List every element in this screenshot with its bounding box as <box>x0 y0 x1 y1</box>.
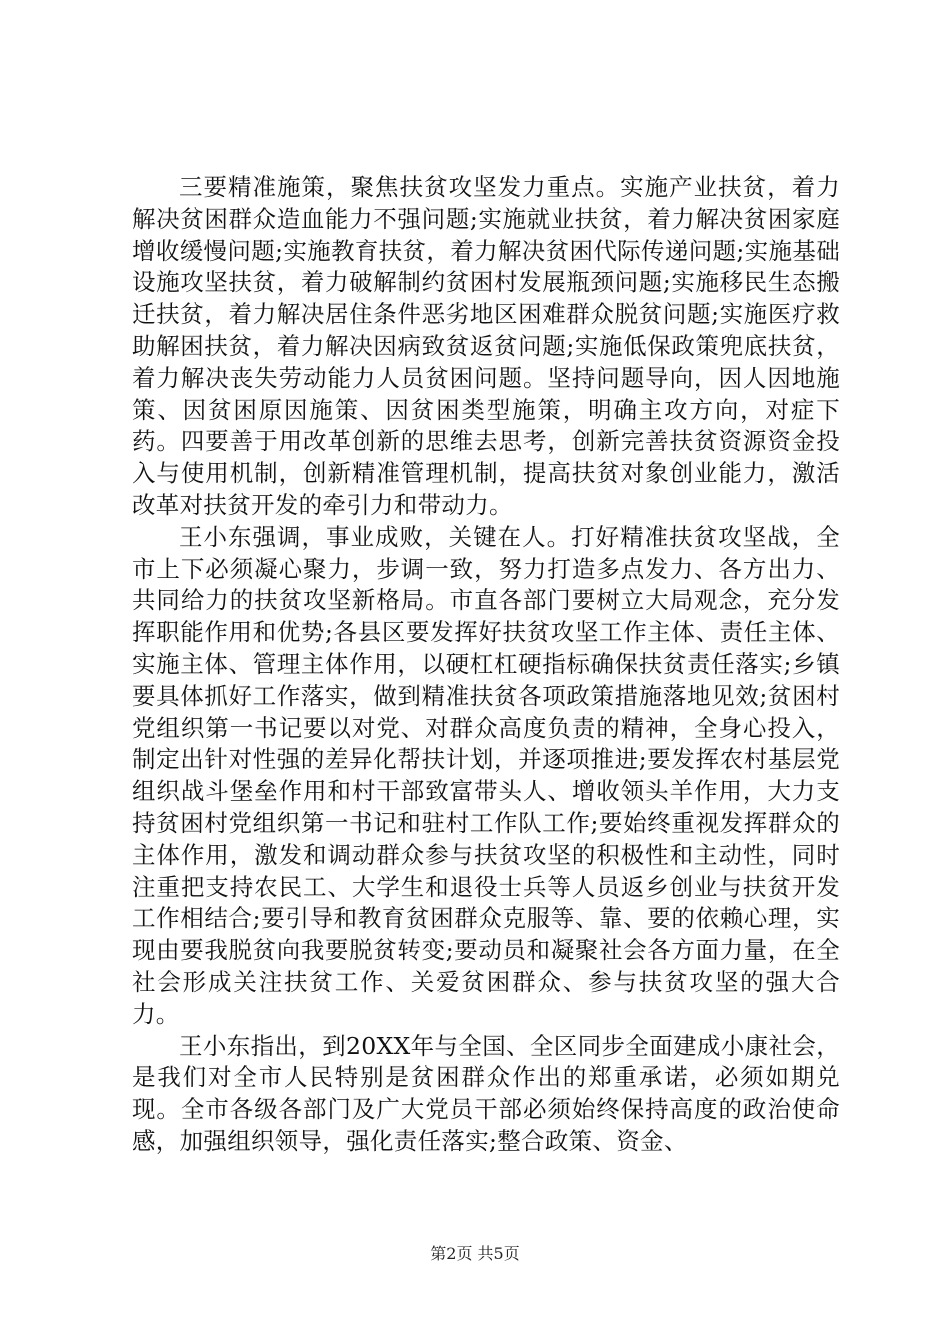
paragraph-precise-policy: 三要精准施策，聚焦扶贫攻坚发力重点。实施产业扶贫，着力解决贫困群众造血能力不强问题;实施就业扶贫，着力解决贫困家庭增收缓慢问题;实施教育扶贫，着力解决贫困代际传递问题;实施基础设施攻坚扶贫，着力破解制约贫困村发展瓶颈问题;实施移民生态搬迁扶贫，着力解决居住条件恶劣地区困难群众脱贫问题;实施医疗救助解困扶贫，着力解决因病致贫返贫问题;实施低保政策兜底扶贫，着力解决丧失劳动能力人员贫困问题。坚持问题导向，因人因地施策、因贫困原因施策、因贫困类型施策，明确主攻方向，对症下药。四要善于用改革创新的思维去思考，创新完善扶贫资源资金投入与使用机制，创新精准管理机制，提高扶贫对象创业能力，激活改革对扶贫开发的牵引力和带动力。 <box>132 173 840 519</box>
document-body <box>132 172 840 1158</box>
paragraph-key-people: 王小东强调，事业成败，关键在人。打好精准扶贫攻坚战，全市上下必须凝心聚力，步调一致，努力打造多点发力、各方出力、共同给力的扶贫攻坚新格局。市直各部门要树立大局观念，充分发挥职能作用和优势;各县区要发挥好扶贫攻坚工作主体、责任主体、实施主体、管理主体作用，以硬杠杠硬指标确保扶贫责任落实;乡镇要具体抓好工作落实，做到精准扶贫各项政策措施落地见效;贫困村党组织第一书记要以对党、对群众高度负责的精神，全身心投入，制定出针对性强的差异化帮扶计划，并逐项推进;要发挥农村基层党组织战斗堡垒作用和村干部致富带头人、增收领头羊作用，大力支持贫困村党组织第一书记和驻村工作队工作;要始终重视发挥群众的主体作用，激发和调动群众参与扶贫攻坚的积极性和主动性，同时注重把支持农民工、大学生和退役士兵等人员返乡创业与扶贫开发工作相结合;要引导和教育贫困群众克服等、靠、要的依赖心理，实现由要我脱贫向我要脱贫转变;要动员和凝聚社会各方面力量，在全社会形成关注扶贫工作、关爱贫困群众、参与扶贫攻坚的强大合力。 <box>132 522 840 1028</box>
paragraph-commitment: 王小东指出，到20XX年与全国、全区同步全面建成小康社会，是我们对全市人民特别是贫困群众作出的郑重承诺，必须如期兑现。全市各级各部门及广大党员干部必须始终保持高度的政治使命感，加强组织领导，强化责任落实;整合政策、资金、 <box>132 1031 840 1155</box>
page-number-footer: 第2页 共5页 <box>430 1244 520 1263</box>
